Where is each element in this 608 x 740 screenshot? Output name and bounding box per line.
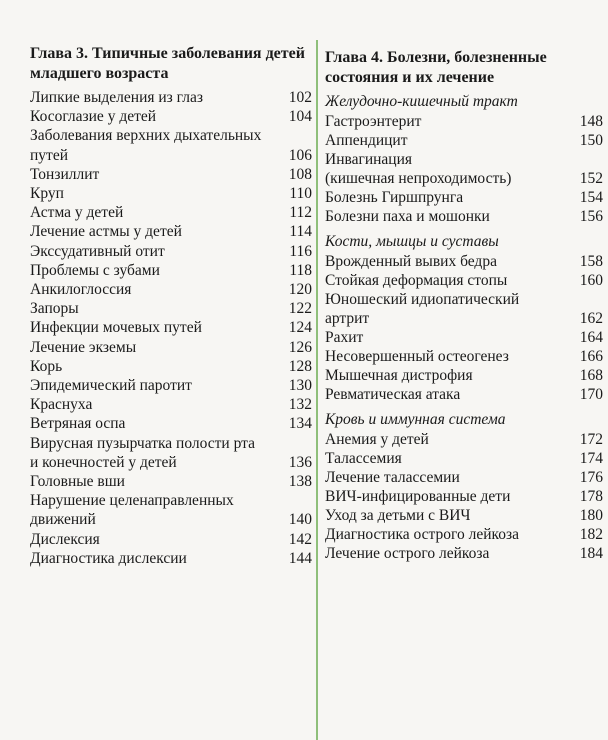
toc-entry-title-line: Корь: [30, 357, 63, 375]
toc-entry-title-line: Инфекции мочевых путей: [30, 319, 202, 337]
toc-entry-page-number: 144: [288, 549, 312, 567]
toc-entry-title: [30, 491, 289, 529]
toc-entry-page-number: 108: [288, 165, 312, 183]
chapter-3-title: [30, 44, 312, 84]
toc-entry-title: [325, 385, 580, 404]
toc-entry-title-line: Анкилоглоссия: [30, 281, 132, 299]
toc-section-heading: Желудочно-кишечный тракт: [325, 93, 518, 110]
toc-entry-title: [30, 299, 289, 318]
chapter-4-title: [325, 48, 603, 88]
toc-entry-title: [325, 347, 580, 366]
toc-entry[interactable]: [30, 242, 312, 261]
toc-entry-title: [30, 242, 289, 261]
toc-entry-title-line: путей: [30, 146, 68, 164]
toc-entry[interactable]: [30, 280, 312, 299]
toc-entry-title-line: Лечение острого лейкоза: [325, 545, 490, 562]
toc-entry[interactable]: [325, 131, 603, 150]
toc-entry-page-number: 154: [579, 189, 603, 206]
toc-entry-title: [30, 549, 289, 568]
toc-entry-title: [30, 261, 289, 280]
toc-entry-page-number: 114: [289, 223, 312, 241]
toc-entry-title: [30, 318, 289, 337]
toc-entry-page-number: 140: [288, 511, 312, 529]
toc-entry-page-number: 160: [579, 272, 603, 289]
toc-entry-title: [30, 280, 289, 299]
toc-entry-page-number: 176: [579, 469, 603, 486]
toc-entry-title-line: Головные вши: [30, 473, 125, 491]
toc-entry-page-number: 122: [288, 300, 312, 318]
toc-entry-page-number: 184: [579, 545, 603, 562]
toc-entry[interactable]: [30, 414, 312, 433]
toc-entry[interactable]: [325, 506, 603, 525]
left-column: [30, 44, 312, 568]
toc-entry-title-line: Болезни паха и мошонки: [325, 208, 490, 225]
toc-entry-title: [30, 376, 289, 395]
toc-entry[interactable]: [30, 318, 312, 337]
toc-entry[interactable]: [325, 207, 603, 226]
toc-entry-page-number: 174: [579, 450, 603, 467]
toc-entry-page-number: 172: [579, 431, 603, 448]
toc-entry-page-number: 132: [288, 396, 312, 414]
toc-entry-title-line: Запоры: [30, 300, 79, 318]
toc-entry-page-number: 134: [288, 415, 312, 433]
chapter-title-line: детей младшего возраста: [30, 45, 305, 82]
toc-entry[interactable]: [30, 530, 312, 549]
toc-entry-title: [30, 107, 289, 126]
toc-entry-title-line: Уход за детьми с ВИЧ: [325, 507, 471, 524]
toc-entry-title-line: Экссудативный отит: [30, 242, 165, 260]
toc-entry[interactable]: [325, 449, 603, 468]
toc-entry-page-number: 180: [579, 507, 603, 524]
toc-entry[interactable]: [325, 468, 603, 487]
toc-entry[interactable]: [30, 261, 312, 280]
toc-entry-page-number: 110: [289, 185, 312, 203]
toc-entry-title-line: Болезнь Гиршпрунга: [325, 189, 464, 206]
toc-entry-title: [30, 203, 289, 222]
toc-entry-title: [30, 88, 289, 107]
toc-section-heading: Кости, мышцы и суставы: [325, 233, 499, 250]
chapter-3-entries: [30, 88, 312, 568]
toc-entry-title-line: артрит: [325, 310, 370, 327]
toc-entry-title: [30, 126, 289, 164]
toc-entry-title-line: Диагностика дислексии: [30, 549, 187, 567]
toc-entry[interactable]: [30, 165, 312, 184]
toc-entry[interactable]: [325, 150, 603, 188]
toc-entry-page-number: 150: [579, 132, 603, 149]
toc-entry-page-number: 142: [288, 530, 312, 548]
toc-entry-title: [325, 506, 580, 525]
toc-entry[interactable]: [30, 222, 312, 241]
toc-entry-page-number: 178: [579, 488, 603, 505]
toc-entry-page-number: 120: [288, 281, 312, 299]
toc-entry-title: [325, 112, 580, 131]
toc-entry-title-line: Ветряная оспа: [30, 415, 126, 433]
toc-entry[interactable]: [325, 525, 603, 544]
toc-entry-title: [325, 131, 580, 150]
toc-entry-title: [325, 525, 580, 544]
toc-entry-title: [325, 188, 580, 207]
toc-entry-title-line: Лечение экземы: [30, 338, 137, 356]
toc-entry-title: [325, 207, 580, 226]
toc-entry-title-line: и конечностей у детей: [30, 453, 177, 471]
toc-entry-page-number: 126: [288, 338, 312, 356]
toc-entry-title: [325, 468, 580, 487]
chapter-4-sections: [325, 92, 603, 563]
toc-entry[interactable]: [325, 487, 603, 506]
toc-section: [325, 92, 603, 230]
chapter-title-line: Глава 3. Типичные заболевания: [30, 45, 262, 62]
toc-entry-page-number: 168: [579, 367, 603, 384]
toc-entry-title: [325, 328, 580, 347]
toc-entry[interactable]: [30, 357, 312, 376]
toc-entry-title: [30, 222, 289, 241]
toc-entry-title: [30, 357, 289, 376]
toc-entry-title-line: Тонзиллит: [30, 165, 100, 183]
toc-entry[interactable]: [30, 549, 312, 568]
right-column: [325, 48, 603, 563]
toc-entry[interactable]: [30, 376, 312, 395]
toc-entry-page-number: 106: [288, 146, 312, 164]
toc-entry[interactable]: [325, 328, 603, 347]
toc-entry-title-line: Вирусная пузырчатка полости рта: [30, 434, 255, 452]
toc-entry-title-line: Талассемия: [325, 450, 402, 467]
toc-entry-page-number: 170: [579, 386, 603, 403]
toc-entry[interactable]: [30, 472, 312, 491]
toc-entry-title-line: Дислексия: [30, 530, 100, 548]
toc-entry-title-line: Ревматическая атака: [325, 386, 461, 403]
toc-entry-page-number: 138: [288, 473, 312, 491]
toc-entry-title-line: Юношеский идиопатический: [325, 291, 520, 308]
toc-entry-page-number: 166: [579, 348, 603, 365]
toc-entry-title: [30, 434, 289, 472]
toc-entry-title-line: Нарушение целенаправленных: [30, 492, 234, 510]
toc-entry[interactable]: [325, 112, 603, 131]
toc-entry-title-line: Несовершенный остеогенез: [325, 348, 509, 365]
toc-entry[interactable]: [30, 395, 312, 414]
toc-entry-page-number: 102: [288, 89, 312, 106]
toc-entry-page-number: 152: [579, 170, 603, 187]
toc-entry-title-line: Липкие выделения из глаз: [30, 89, 203, 106]
toc-section-heading: Кровь и иммунная система: [325, 411, 506, 428]
toc-entry[interactable]: [325, 347, 603, 366]
toc-entry-page-number: 116: [289, 242, 312, 260]
toc-entry-title: [325, 487, 580, 506]
toc-entry-title: [30, 472, 289, 491]
toc-entry-title-line: Стойкая деформация стопы: [325, 272, 508, 289]
toc-entry-title-line: Косоглазие у детей: [30, 108, 157, 126]
toc-entry[interactable]: [30, 299, 312, 318]
toc-entry-title: [30, 165, 289, 184]
chapter-title-line: состояния и их лечение: [325, 69, 495, 86]
toc-entry-title-line: Астма у детей: [30, 204, 124, 222]
toc-entry[interactable]: [30, 184, 312, 203]
chapter-title-line: Глава 4. Болезни, болезненные: [325, 49, 547, 66]
toc-entry-title-line: Заболевания верхних дыхательных: [30, 127, 262, 145]
toc-entry[interactable]: [325, 290, 603, 328]
toc-entry[interactable]: [325, 252, 603, 271]
toc-entry-page-number: 136: [288, 453, 312, 471]
toc-entry-title: [30, 338, 289, 357]
toc-entry[interactable]: [30, 107, 312, 126]
toc-entry[interactable]: [325, 188, 603, 207]
toc-entry[interactable]: [30, 203, 312, 222]
toc-entry[interactable]: [30, 88, 312, 107]
toc-entry-title: [325, 290, 580, 328]
toc-entry-page-number: 130: [288, 377, 312, 395]
toc-entry-title-line: Круп: [30, 185, 64, 203]
toc-section: [325, 410, 603, 563]
toc-entry-title-line: Эпидемический паротит: [30, 377, 192, 395]
toc-entry-page-number: 158: [579, 253, 603, 270]
toc-entry[interactable]: [30, 126, 312, 164]
section-gap: [325, 404, 603, 408]
toc-entry-page-number: 148: [579, 113, 603, 130]
toc-entry-title-line: Проблемы с зубами: [30, 261, 160, 279]
toc-entry-title-line: Анемия у детей: [325, 431, 429, 448]
column-divider: [316, 40, 318, 740]
toc-entry-title-line: Аппендицит: [325, 132, 408, 149]
toc-entry-title: [325, 271, 580, 290]
toc-entry-title-line: Мышечная дистрофия: [325, 367, 473, 384]
toc-entry-title-line: Рахит: [325, 329, 364, 346]
toc-entry-page-number: 164: [579, 329, 603, 346]
toc-entry[interactable]: [325, 366, 603, 385]
toc-entry-title: [30, 184, 289, 203]
toc-entry-page-number: 182: [579, 526, 603, 543]
toc-entry-page-number: 118: [289, 261, 312, 279]
toc-entry[interactable]: [30, 491, 312, 529]
toc-entry-title-line: (кишечная непроходимость): [325, 170, 512, 187]
toc-entry-title: [325, 252, 580, 271]
toc-entry-title: [325, 430, 580, 449]
toc-entry-title-line: Лечение астмы у детей: [30, 223, 182, 241]
toc-entry-title-line: Инвагинация: [325, 151, 413, 168]
toc-section: [325, 232, 603, 408]
toc-entry[interactable]: [325, 430, 603, 449]
toc-entry[interactable]: [325, 544, 603, 563]
toc-entry-title-line: Врожденный вывих бедра: [325, 253, 497, 270]
toc-entry-title: [325, 544, 580, 563]
toc-entry-title: [30, 414, 289, 433]
toc-entry-title-line: ВИЧ-инфицированные дети: [325, 488, 511, 505]
toc-entry[interactable]: [325, 385, 603, 404]
toc-entry[interactable]: [30, 338, 312, 357]
toc-entry-title: [325, 366, 580, 385]
toc-entry-title: [30, 395, 289, 414]
toc-entry-page-number: 128: [288, 357, 312, 375]
toc-entry-page-number: 124: [288, 319, 312, 337]
toc-entry-title-line: Лечение талассемии: [325, 469, 460, 486]
toc-entry-page-number: 156: [579, 208, 603, 225]
toc-entry-title: [325, 150, 580, 188]
toc-entry-page-number: 162: [579, 310, 603, 327]
toc-entry-title-line: движений: [30, 511, 96, 529]
toc-entry-title-line: Диагностика острого лейкоза: [325, 526, 520, 543]
toc-entry[interactable]: [30, 434, 312, 472]
toc-entry-title-line: Гастроэнтерит: [325, 113, 422, 130]
toc-entry-title: [325, 449, 580, 468]
toc-entry[interactable]: [325, 271, 603, 290]
toc-entry-page-number: 112: [289, 204, 312, 222]
toc-entry-page-number: 104: [288, 108, 312, 126]
section-gap: [325, 226, 603, 230]
toc-entry-title-line: Краснуха: [30, 396, 93, 414]
toc-entry-title: [30, 530, 289, 549]
